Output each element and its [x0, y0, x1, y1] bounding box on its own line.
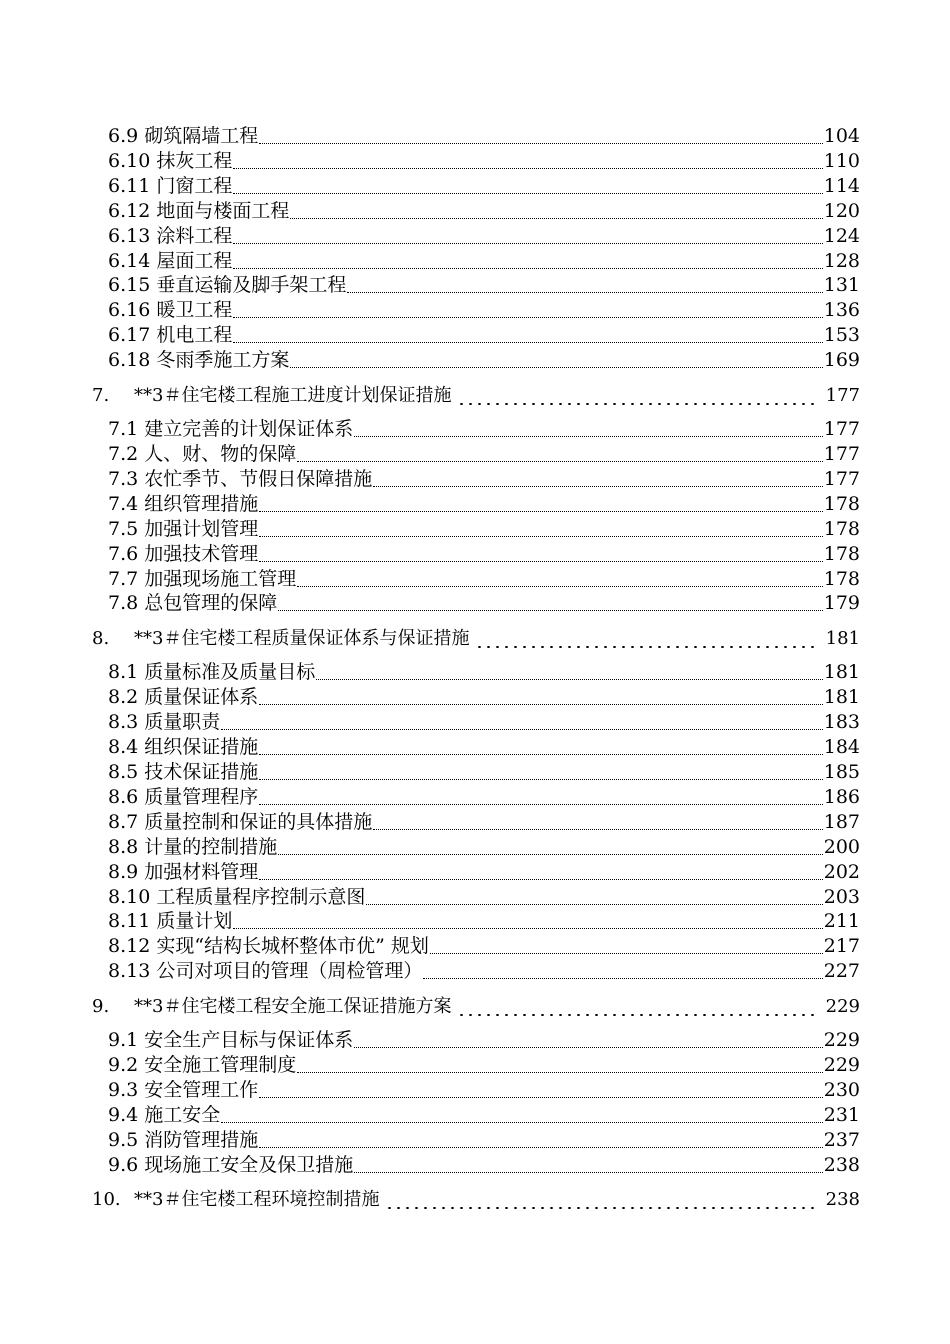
toc-entry-text: 安全施工管理制度	[144, 1054, 297, 1077]
toc-page-number: 114	[823, 174, 860, 197]
toc-entry-title	[108, 542, 258, 567]
toc-entry-number: 8.10	[108, 885, 151, 908]
toc-entry-title	[108, 959, 422, 984]
toc-entry-title	[108, 199, 289, 224]
dot-leader	[423, 977, 822, 979]
dot-leader	[233, 927, 822, 929]
toc-entry-number: 9.5	[108, 1128, 139, 1151]
toc-entry-number: 8.9	[108, 860, 139, 883]
toc-section-entry[interactable]	[108, 1128, 860, 1153]
toc-entry-text: 实现“结构长城杯整体市优” 规划	[156, 935, 429, 958]
toc-entry-number: 6.18	[108, 349, 151, 372]
toc-entry-title	[108, 885, 365, 910]
toc-entry-number: 6.15	[108, 274, 151, 297]
toc-entry-title	[108, 567, 296, 592]
dot-leader	[475, 646, 819, 648]
toc-section-entry[interactable]	[108, 1103, 860, 1128]
toc-entry-title	[108, 1028, 353, 1053]
toc-entry-title: **3＃住宅楼工程施工进度计划保证措施	[134, 384, 452, 406]
toc-entry-text: 暖卫工程	[156, 299, 233, 322]
toc-page-number: 202	[823, 860, 860, 883]
toc-page-number: 229	[823, 1054, 860, 1077]
toc-page-number: 184	[823, 736, 860, 759]
toc-section-entry[interactable]	[108, 249, 860, 274]
toc-page-number: 227	[823, 960, 860, 983]
toc-page-number: 203	[823, 885, 860, 908]
toc-section-entry[interactable]	[108, 467, 860, 492]
toc-entry-number: 9.6	[108, 1153, 139, 1176]
toc-entry-text: 农忙季节、节假日保障措施	[144, 467, 373, 490]
toc-entry-number: 9.4	[108, 1103, 139, 1126]
toc-entry-number: 7.8	[108, 592, 139, 615]
toc-chapter-entry[interactable]	[92, 626, 860, 652]
dot-leader	[259, 510, 822, 512]
toc-entry-number: 6.10	[108, 149, 151, 172]
toc-section-entry[interactable]	[108, 149, 860, 174]
toc-entry-text: 垂直运输及脚手架工程	[156, 274, 347, 297]
dot-leader	[373, 828, 822, 830]
toc-entry-number: 9.3	[108, 1079, 139, 1101]
toc-entry-number: 8.2	[108, 686, 139, 709]
toc-entry-number: 8.	[92, 627, 110, 649]
toc-entry-text: 涂料工程	[156, 224, 233, 247]
dot-leader	[290, 366, 822, 368]
toc-section-entry[interactable]	[108, 492, 860, 517]
toc-page-number: 177	[823, 418, 860, 441]
toc-section-entry[interactable]	[108, 1153, 860, 1178]
toc-page-number: 183	[823, 711, 860, 734]
toc-entry-text: 施工安全	[144, 1103, 221, 1126]
dot-leader	[354, 1171, 822, 1173]
toc-page-number: 238	[823, 1153, 860, 1176]
dot-leader	[221, 728, 822, 730]
toc-section-entry[interactable]	[108, 199, 860, 224]
toc-section-entry[interactable]	[108, 442, 860, 467]
toc-entry-text: 总包管理的保障	[144, 592, 278, 615]
toc-entry-title	[108, 860, 258, 885]
toc-entry-title	[108, 909, 232, 934]
toc-page-number: 124	[823, 224, 860, 247]
toc-page-number: 217	[823, 935, 860, 958]
toc-entry-text: 砌筑隔墙工程	[144, 125, 259, 147]
toc-page-number: 178	[823, 567, 860, 590]
toc-entry-title	[108, 710, 220, 735]
toc-page-number: 177	[825, 384, 860, 406]
dot-leader	[259, 703, 822, 705]
toc-page-number: 187	[823, 810, 860, 833]
dot-leader	[233, 341, 822, 343]
toc-section-entry[interactable]	[108, 810, 860, 835]
toc-page-number: 211	[823, 910, 860, 933]
toc-section-entry[interactable]	[108, 567, 860, 592]
toc-entry-title	[108, 685, 258, 710]
toc-section-entry[interactable]	[108, 174, 860, 199]
toc-entry-text: 质量计划	[156, 910, 233, 933]
toc-entry-text: 加强计划管理	[144, 517, 259, 540]
dot-leader	[233, 242, 822, 244]
toc-section-entry[interactable]	[108, 934, 860, 959]
toc-entry-text: 抹灰工程	[156, 149, 233, 172]
toc-entry-title	[108, 492, 258, 517]
dot-leader	[259, 535, 822, 537]
toc-entry-text: 安全管理工作	[144, 1079, 259, 1101]
toc-entry-number: 6.12	[108, 199, 151, 222]
toc-page-number: 178	[823, 492, 860, 515]
toc-entry-title	[108, 273, 346, 298]
toc-entry-number: 7.4	[108, 492, 139, 515]
toc-entry-number: 6.17	[108, 324, 151, 347]
toc-page-number: 185	[823, 761, 860, 783]
toc-page-number: 230	[823, 1079, 860, 1101]
toc-entry-title	[108, 149, 232, 174]
toc-section-entry[interactable]	[108, 517, 860, 542]
toc-page-number: 229	[823, 1029, 860, 1052]
toc-page-number: 104	[823, 125, 860, 147]
dot-leader	[259, 560, 822, 562]
toc-entry-text: 地面与楼面工程	[156, 199, 290, 222]
toc-page-number: 179	[823, 592, 860, 615]
toc-section-entry[interactable]	[108, 860, 860, 885]
toc-entry-number: 8.8	[108, 835, 139, 858]
dot-leader	[457, 1014, 819, 1016]
toc-section-entry[interactable]	[108, 710, 860, 735]
toc-entry-text: 公司对项目的管理（周检管理）	[156, 960, 423, 983]
toc-entry-number: 8.13	[108, 960, 151, 983]
toc-entry-title	[108, 249, 232, 274]
toc-entry-title	[108, 1153, 353, 1178]
toc-page-number: 136	[823, 299, 860, 322]
toc-section-entry[interactable]	[108, 785, 860, 810]
dot-leader	[354, 1046, 822, 1048]
toc-page-number: 181	[825, 627, 860, 649]
toc-entry-title	[108, 467, 372, 492]
toc-page-number: 238	[825, 1189, 860, 1211]
toc-page-number: 110	[823, 149, 860, 172]
toc-chapter-entry[interactable]	[92, 1187, 860, 1213]
toc-entry-title	[108, 785, 258, 810]
toc-entry-title	[108, 417, 353, 442]
toc-entry-number: 7.6	[108, 542, 139, 565]
toc-entry-title	[108, 735, 258, 760]
toc-entry-number: 6.11	[108, 174, 151, 197]
dot-leader	[354, 435, 822, 437]
toc-page-number: 237	[823, 1128, 860, 1151]
toc-page-number: 181	[823, 686, 860, 709]
toc-chapter-entry[interactable]	[92, 383, 860, 409]
toc-entry-text: 建立完善的计划保证体系	[144, 418, 354, 441]
toc-page-number: 178	[823, 542, 860, 565]
toc-entry-number: 7.7	[108, 567, 139, 590]
toc-page-number: 229	[825, 995, 860, 1017]
toc-entry-title	[108, 835, 277, 860]
toc-entry-text: 冬雨季施工方案	[156, 349, 290, 372]
toc-entry-number: 8.3	[108, 711, 139, 734]
toc-page-number: 200	[823, 835, 860, 858]
toc-entry-title	[108, 124, 258, 149]
toc-entry-number: 8.1	[108, 661, 139, 684]
toc-page-number: 131	[823, 274, 860, 297]
toc-section-entry[interactable]	[108, 1078, 860, 1103]
toc-entry-title	[108, 810, 372, 835]
toc-section-entry[interactable]	[108, 835, 860, 860]
toc-entry-title	[108, 1053, 296, 1078]
toc-section-entry[interactable]	[108, 591, 860, 616]
toc-section-entry[interactable]	[108, 685, 860, 710]
toc-entry-text: 门窗工程	[156, 174, 233, 197]
toc-entry-text: 人、财、物的保障	[144, 443, 297, 465]
toc-section-entry[interactable]	[108, 224, 860, 249]
toc-page-number: 186	[823, 785, 860, 808]
toc-entry-number: 9.	[92, 995, 110, 1017]
dot-leader	[259, 778, 822, 780]
toc-chapter-entry[interactable]	[92, 994, 860, 1020]
toc-section-entry[interactable]	[108, 417, 860, 442]
toc-page-number: 153	[823, 324, 860, 347]
dot-leader	[373, 485, 822, 487]
toc-entry-title	[108, 760, 258, 785]
dot-leader	[278, 853, 822, 855]
dot-leader	[297, 585, 822, 587]
dot-leader	[259, 803, 822, 805]
dot-leader	[233, 316, 822, 318]
toc-entry-text: 计量的控制措施	[144, 835, 278, 858]
toc-entry-number: 7.5	[108, 517, 139, 540]
toc-entry-text: 质量职责	[144, 711, 221, 734]
dot-leader	[316, 678, 822, 680]
toc-entry-title	[108, 224, 232, 249]
toc-entry-text: 质量标准及质量目标	[144, 661, 316, 684]
toc-entry-number: 7.	[92, 384, 110, 406]
dot-leader	[457, 403, 819, 405]
toc-entry-number: 6.13	[108, 224, 151, 247]
toc-entry-text: 安全生产目标与保证体系	[144, 1029, 354, 1052]
toc-page-number: 120	[823, 199, 860, 222]
toc-entry-text: 消防管理措施	[144, 1128, 259, 1151]
toc-entry-number: 7.1	[108, 418, 139, 441]
toc-entry-title	[108, 1078, 258, 1103]
toc-section-entry[interactable]	[108, 660, 860, 685]
toc-section-entry[interactable]	[108, 760, 860, 785]
toc-entry-number: 10.	[92, 1189, 121, 1211]
dot-leader	[297, 460, 822, 462]
toc-entry-text: 机电工程	[156, 324, 233, 347]
dot-leader	[221, 1121, 822, 1123]
toc-entry-text: 技术保证措施	[144, 761, 259, 783]
toc-entry-title	[108, 348, 289, 373]
toc-entry-title	[108, 323, 232, 348]
toc-page-number: 177	[823, 467, 860, 490]
toc-entry-title: **3＃住宅楼工程安全施工保证措施方案	[134, 995, 452, 1017]
toc-entry-text: 质量保证体系	[144, 686, 259, 709]
toc-entry-number: 7.2	[108, 443, 139, 465]
toc-entry-title	[108, 660, 315, 685]
toc-page-number: 181	[823, 661, 860, 684]
dot-leader	[233, 192, 822, 194]
toc-entry-text: 屋面工程	[156, 249, 233, 272]
toc-entry-text: 工程质量程序控制示意图	[156, 885, 366, 908]
toc-entry-title	[108, 1103, 220, 1128]
toc-page-number: 231	[823, 1103, 860, 1126]
toc-section-entry[interactable]	[108, 1053, 860, 1078]
dot-leader	[233, 267, 822, 269]
toc-section-entry[interactable]	[108, 298, 860, 323]
toc-entry-number: 9.2	[108, 1054, 139, 1077]
toc-entry-text: 现场施工安全及保卫措施	[144, 1153, 354, 1176]
toc-entry-text: 加强技术管理	[144, 542, 259, 565]
toc-entry-title	[108, 174, 232, 199]
dot-leader	[430, 952, 823, 954]
dot-leader	[259, 1096, 822, 1098]
toc-entry-number: 7.3	[108, 467, 139, 490]
toc-entry-title	[108, 1128, 258, 1153]
toc-section-entry[interactable]	[108, 323, 860, 348]
toc-entry-number: 8.7	[108, 810, 139, 833]
toc-entry-text: 加强现场施工管理	[144, 567, 297, 590]
toc-section-entry[interactable]	[108, 959, 860, 984]
toc-entry-text: 组织保证措施	[144, 736, 259, 759]
dot-leader	[278, 609, 822, 611]
toc-entry-number: 8.4	[108, 736, 139, 759]
toc-entry-text: 加强材料管理	[144, 860, 259, 883]
toc-entry-title: **3＃住宅楼工程环境控制措施	[134, 1189, 380, 1211]
toc-section-entry[interactable]	[108, 542, 860, 567]
toc-entry-number: 8.12	[108, 935, 151, 958]
toc-page-number: 169	[823, 349, 860, 372]
dot-leader	[259, 878, 822, 880]
dot-leader	[297, 1071, 822, 1073]
toc-entry-text: 质量管理程序	[144, 785, 259, 808]
toc-entry-number: 6.9	[108, 125, 139, 147]
toc-entry-title	[108, 934, 429, 959]
toc-section-entry[interactable]	[108, 735, 860, 760]
toc-entry-number: 9.1	[108, 1029, 139, 1052]
toc-entry-text: 组织管理措施	[144, 492, 259, 515]
toc-entry-number: 6.16	[108, 299, 151, 322]
toc-entry-text: 质量控制和保证的具体措施	[144, 810, 373, 833]
toc-entry-title	[108, 591, 277, 616]
toc-page-number: 128	[823, 249, 860, 272]
toc-page-number: 177	[823, 443, 860, 465]
toc-entry-title: **3＃住宅楼工程质量保证体系与保证措施	[134, 627, 470, 649]
toc-section-entry[interactable]	[108, 1028, 860, 1053]
toc-section-entry[interactable]	[108, 348, 860, 373]
toc-entry-number: 8.11	[108, 910, 151, 933]
toc-page-number: 178	[823, 517, 860, 540]
toc-entry-number: 8.6	[108, 785, 139, 808]
toc-entry-title	[108, 442, 296, 467]
toc-section-entry[interactable]	[108, 909, 860, 934]
toc-entry-title	[108, 517, 258, 542]
dot-leader	[233, 167, 822, 169]
dot-leader	[259, 142, 822, 144]
toc-section-entry[interactable]	[108, 124, 860, 149]
toc-entry-number: 6.14	[108, 249, 151, 272]
dot-leader	[290, 217, 822, 219]
toc-section-entry[interactable]	[108, 885, 860, 910]
dot-leader	[385, 1207, 819, 1209]
dot-leader	[347, 291, 822, 293]
dot-leader	[259, 753, 822, 755]
toc-entry-number: 8.5	[108, 761, 139, 783]
dot-leader	[259, 1146, 822, 1148]
toc-section-entry[interactable]	[108, 273, 860, 298]
dot-leader	[366, 903, 822, 905]
toc-entry-title	[108, 298, 232, 323]
